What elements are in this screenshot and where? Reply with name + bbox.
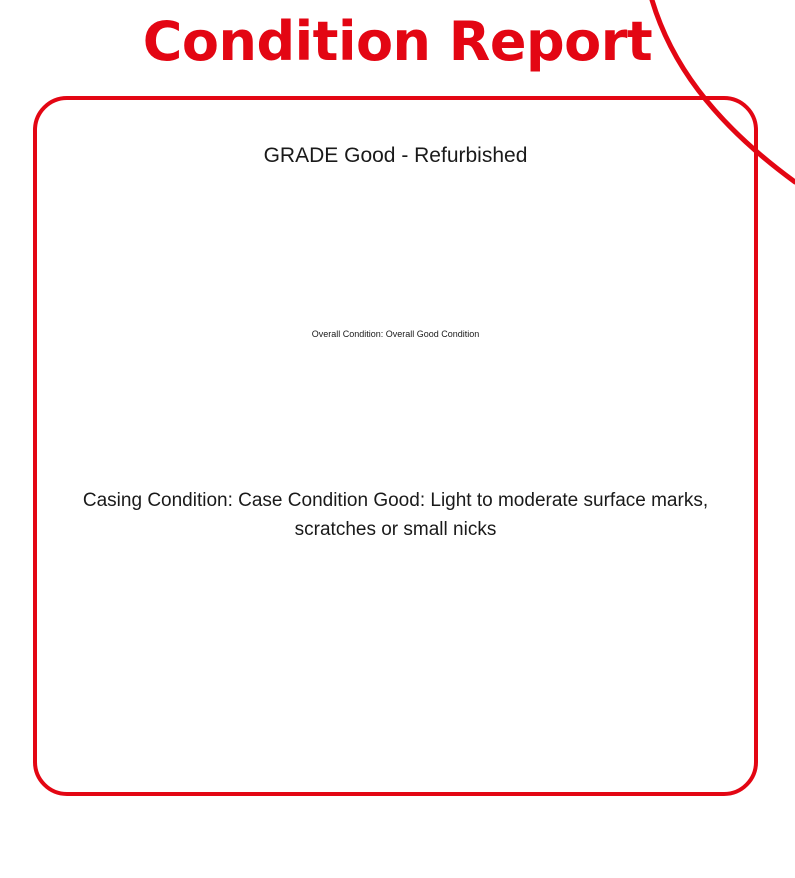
page-title: Condition Report — [142, 10, 653, 73]
overall-condition-line: Overall Condition: Overall Good Condition — [311, 329, 480, 339]
grade-line: GRADE Good - Refurbished — [263, 144, 528, 167]
casing-condition-line: Casing Condition: Case Condition Good: Light to moderate surface marks, scratches or small nicks — [82, 490, 709, 540]
rounded-rectangle-frame — [33, 96, 758, 796]
